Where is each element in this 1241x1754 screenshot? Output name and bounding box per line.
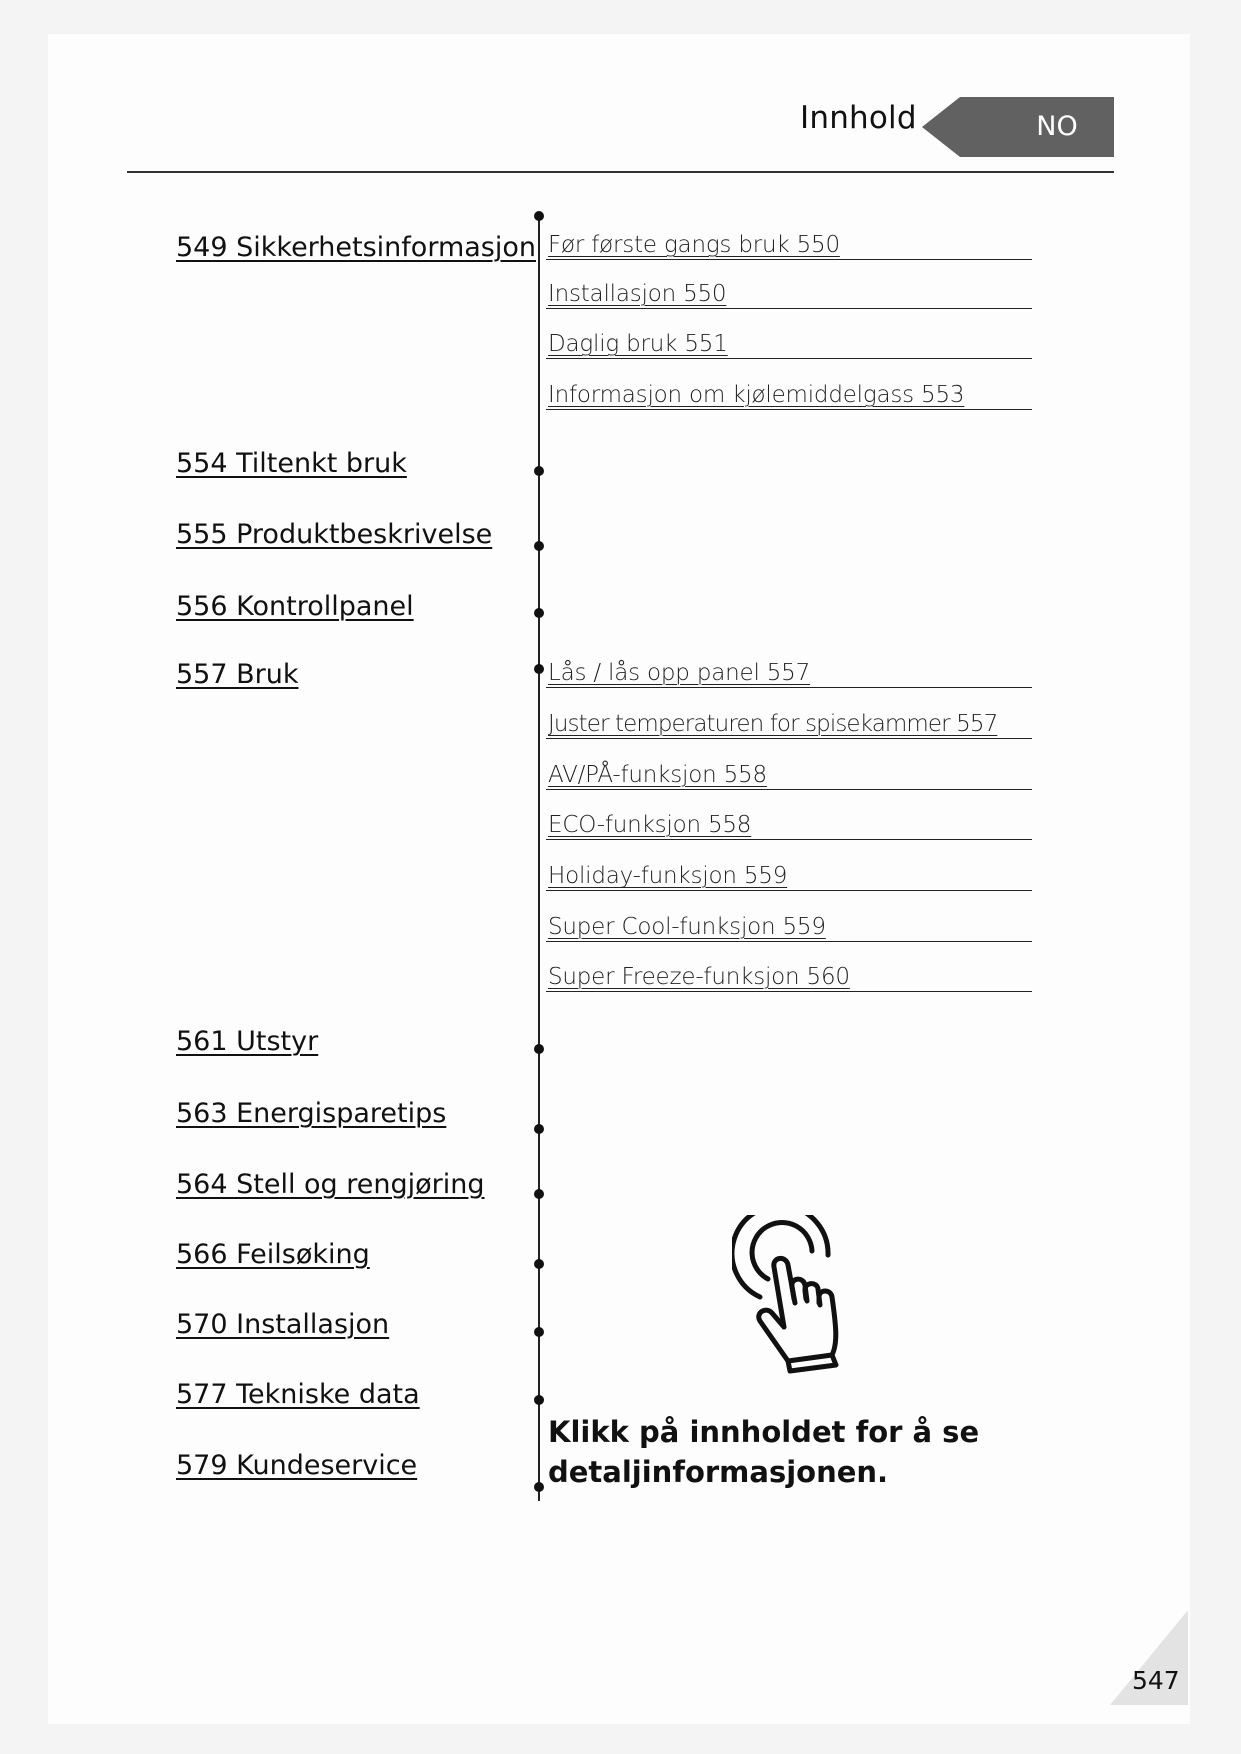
timeline-dot — [534, 1189, 544, 1199]
toc-sublink[interactable] — [546, 863, 1032, 891]
toc-sublink[interactable] — [546, 382, 1032, 410]
timeline-dot — [534, 1395, 544, 1405]
toc-link-bruk[interactable]: 557 Bruk — [176, 659, 299, 690]
toc-sublink[interactable] — [546, 762, 1032, 790]
toc-link-installasjon[interactable]: 570 Installasjon — [176, 1309, 390, 1340]
toc-link-kundeservice[interactable]: 579 Kundeservice — [176, 1450, 418, 1481]
toc-link-energisparetips[interactable]: 563 Energisparetips — [176, 1098, 447, 1129]
timeline-dot — [534, 608, 544, 618]
timeline-dot — [534, 1044, 544, 1054]
toc-link-utstyr[interactable]: 561 Utstyr — [176, 1026, 319, 1057]
toc-sublink[interactable] — [546, 711, 1032, 739]
toc-sublink-label: Super Cool-funksjon 559 — [548, 914, 826, 940]
toc-link-tiltenkt-bruk[interactable]: 554 Tiltenkt bruk — [176, 448, 407, 479]
timeline-dot — [534, 1482, 544, 1492]
timeline-dot — [534, 664, 544, 674]
toc-link-sikkerhetsinformasjon[interactable]: 549 Sikkerhetsinformasjon — [176, 232, 536, 263]
timeline-dot — [534, 211, 544, 221]
toc-sublink[interactable] — [546, 914, 1032, 942]
toc-sublink[interactable] — [546, 331, 1032, 359]
toc-link-tekniske-data[interactable]: 577 Tekniske data — [176, 1379, 420, 1410]
toc-sublink-label: ECO-funksjon 558 — [548, 812, 752, 838]
toc-sublink-label: Daglig bruk 551 — [548, 331, 728, 357]
toc-sublink-label: Juster temperaturen for spisekammer 557 — [548, 711, 998, 737]
timeline-dot — [534, 466, 544, 476]
toc-sublink-label: Super Freeze-funksjon 560 — [548, 964, 850, 990]
tap-hand-icon — [732, 1215, 872, 1375]
page-title: Innhold — [800, 100, 917, 136]
language-tab — [922, 97, 1114, 157]
toc-sublink[interactable] — [546, 660, 1032, 688]
timeline-dot — [534, 1259, 544, 1269]
hint-text: Klikk på innholdet for å se detaljinformasjonen. — [548, 1415, 980, 1489]
language-code: NO — [1036, 111, 1078, 142]
timeline-dot — [534, 541, 544, 551]
toc-link-feilsoking[interactable]: 566 Feilsøking — [176, 1239, 370, 1270]
header-divider — [127, 171, 1114, 173]
toc-sublink[interactable] — [546, 964, 1032, 992]
toc-sublink-label: Informasjon om kjølemiddelgass 553 — [548, 382, 965, 408]
toc-sublink-label: Før første gangs bruk 550 — [548, 232, 840, 258]
toc-sublink-label: Holiday-funksjon 559 — [548, 863, 788, 889]
toc-sublink-label: AV/PÅ-funksjon 558 — [548, 762, 767, 788]
timeline-dot — [534, 1327, 544, 1337]
page-number: 547 — [1132, 1666, 1180, 1695]
toc-link-produktbeskrivelse[interactable]: 555 Produktbeskrivelse — [176, 519, 493, 550]
timeline-line — [538, 215, 540, 1501]
toc-link-kontrollpanel[interactable]: 556 Kontrollpanel — [176, 591, 414, 622]
toc-sublink-label: Lås / lås opp panel 557 — [548, 660, 811, 686]
toc-sublink-label: Installasjon 550 — [548, 281, 727, 307]
toc-sublink[interactable] — [546, 281, 1032, 309]
toc-sublink[interactable] — [546, 812, 1032, 840]
toc-sublink[interactable] — [546, 232, 1032, 260]
toc-link-stell-og-rengjoring[interactable]: 564 Stell og rengjøring — [176, 1169, 485, 1200]
timeline-dot — [534, 1124, 544, 1134]
